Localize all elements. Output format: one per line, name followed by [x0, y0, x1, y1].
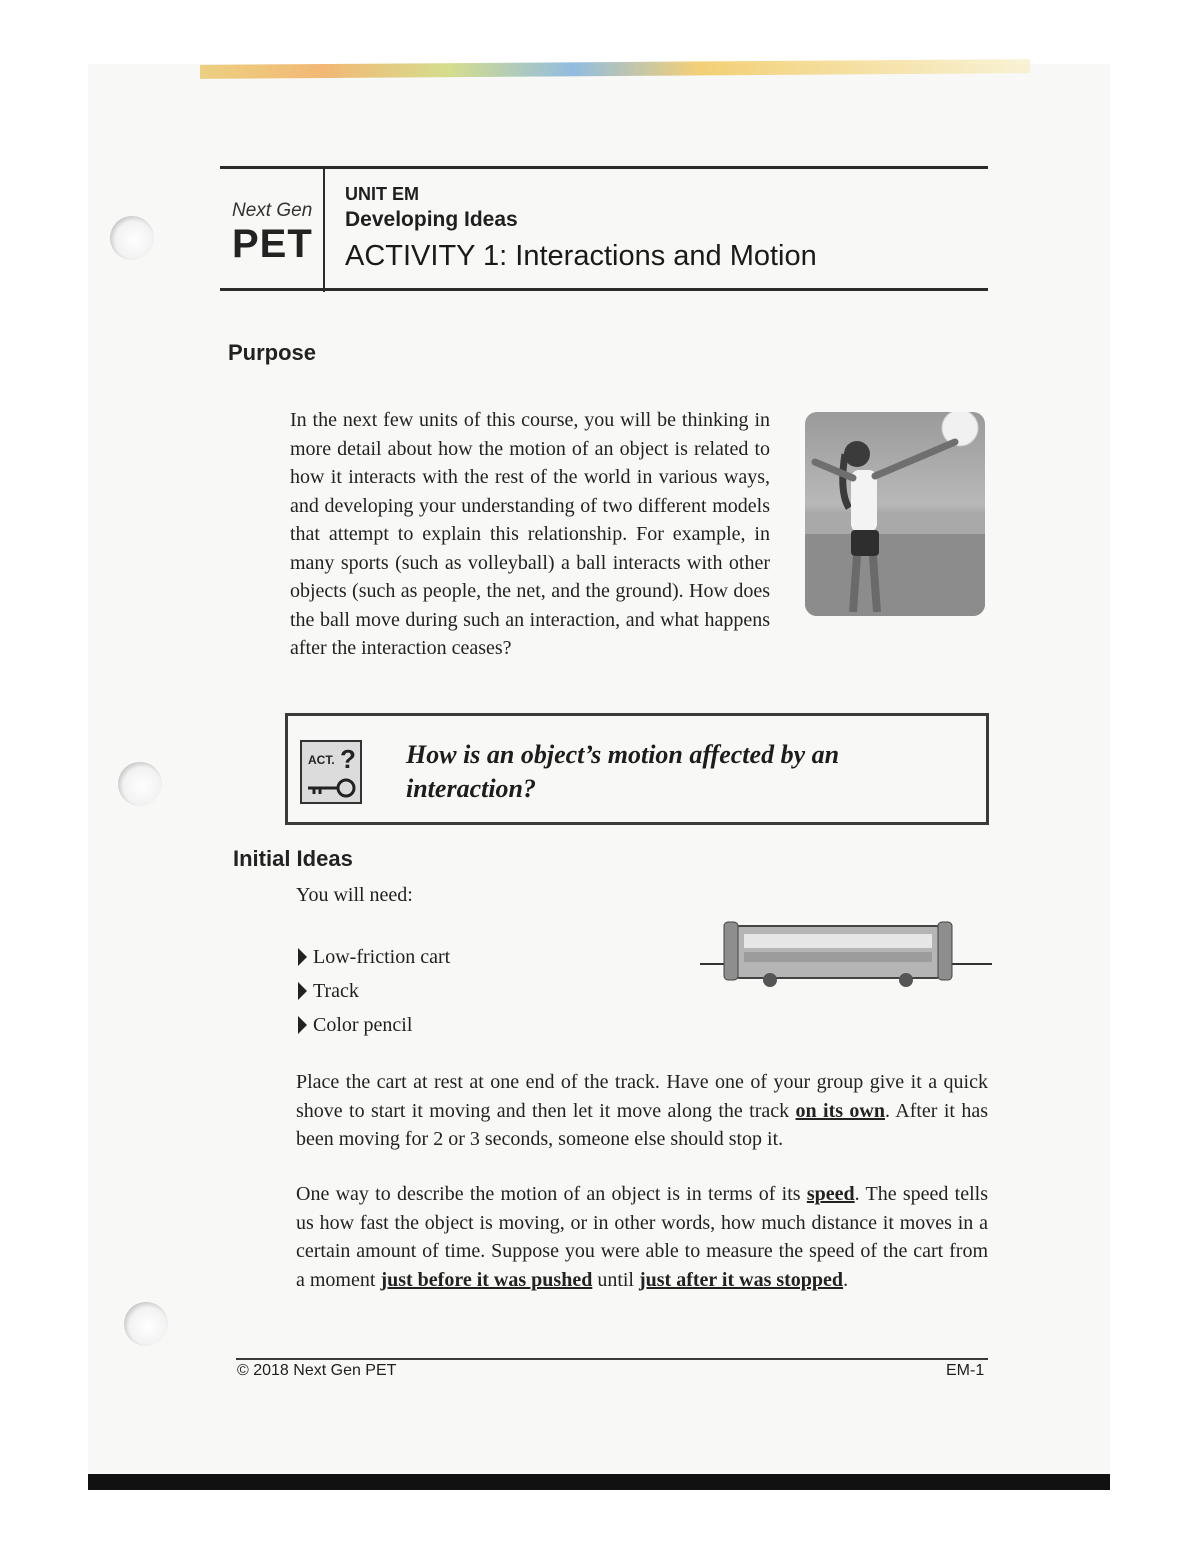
page-number: EM-1 [946, 1362, 985, 1379]
purpose-paragraph: In the next few units of this course, you will be thinking in more detail about how the motion of an object is related to how it interacts with the rest of the world in various ways, and developing your understanding of two different models that attempt to explain this relationship. For example, in many sports (such as volleyball) a ball interacts with other objects (such as people, the net, and the ground). How does the ball move during such an interaction, and what happens after the interaction ceases? [290, 409, 770, 659]
punch-hole-top [110, 216, 154, 260]
bullet-triangle-icon [298, 1016, 307, 1034]
logo-next-gen: Next Gen [232, 200, 313, 221]
speed-text-4: . [843, 1268, 849, 1291]
purpose-paragraph-wrap [290, 406, 770, 663]
bullet-triangle-icon [298, 948, 307, 966]
page-bottom-edge [88, 1474, 1110, 1490]
section-label: Developing Ideas [345, 208, 518, 231]
on-its-own-emphasis: on its own [795, 1099, 885, 1122]
unit-label: UNIT EM [345, 184, 419, 204]
punch-hole-middle [118, 762, 162, 806]
list-item-label: Track [313, 980, 359, 1002]
instructions-text-1: Place the cart at rest at one end of the track. Have one of your group give it a quick shove to start it moving and then let it move along the track [296, 1071, 988, 1122]
copyright: © 2018 Next Gen PET [237, 1362, 397, 1379]
bullet-triangle-icon [298, 982, 307, 1000]
speed-text-1: One way to describe the motion of an object is in terms of its [296, 1183, 807, 1205]
footer-rule [236, 1358, 988, 1360]
purpose-heading: Purpose [228, 340, 317, 365]
act-icon-mark: ? [340, 744, 356, 774]
logo-pet: PET [232, 222, 313, 266]
activity-key-icon [300, 740, 362, 804]
list-item [298, 980, 359, 1003]
speed-emphasis: speed [806, 1183, 855, 1205]
key-question-text: How is an object’s motion affected by an interaction? [406, 740, 840, 803]
speed-paragraph [296, 1180, 988, 1294]
act-icon-label: ACT. [308, 753, 335, 767]
instructions-paragraph [296, 1068, 988, 1154]
before-pushed-emphasis: just before it was pushed [380, 1268, 593, 1291]
list-item-label: Low-friction cart [313, 946, 451, 968]
cart-on-track-illustration [700, 918, 992, 990]
activity-title: ACTIVITY 1: Interactions and Motion [345, 240, 817, 272]
list-item [298, 946, 450, 969]
volleyball-player-photo [805, 412, 985, 616]
list-item [298, 1014, 412, 1037]
header-bottom-rule [220, 288, 988, 291]
speed-text-2: . The speed tells us how fast the object is moving, or in other words, how much distance it moves in a certain amount of time. Suppose you were able to measure the speed of the cart from a moment [296, 1183, 988, 1291]
instructions-text-2: . After it has been moving for 2 or 3 seconds, someone else should stop it. [296, 1099, 988, 1150]
punch-hole-bottom [124, 1302, 168, 1346]
header-divider [323, 168, 325, 292]
speed-text-3: until [592, 1268, 639, 1291]
you-will-need-label: You will need: [296, 884, 413, 906]
initial-ideas-heading: Initial Ideas [233, 846, 353, 871]
list-item-label: Color pencil [313, 1014, 413, 1036]
after-stopped-emphasis: just after it was stopped [638, 1268, 844, 1291]
header-top-rule [220, 166, 988, 169]
